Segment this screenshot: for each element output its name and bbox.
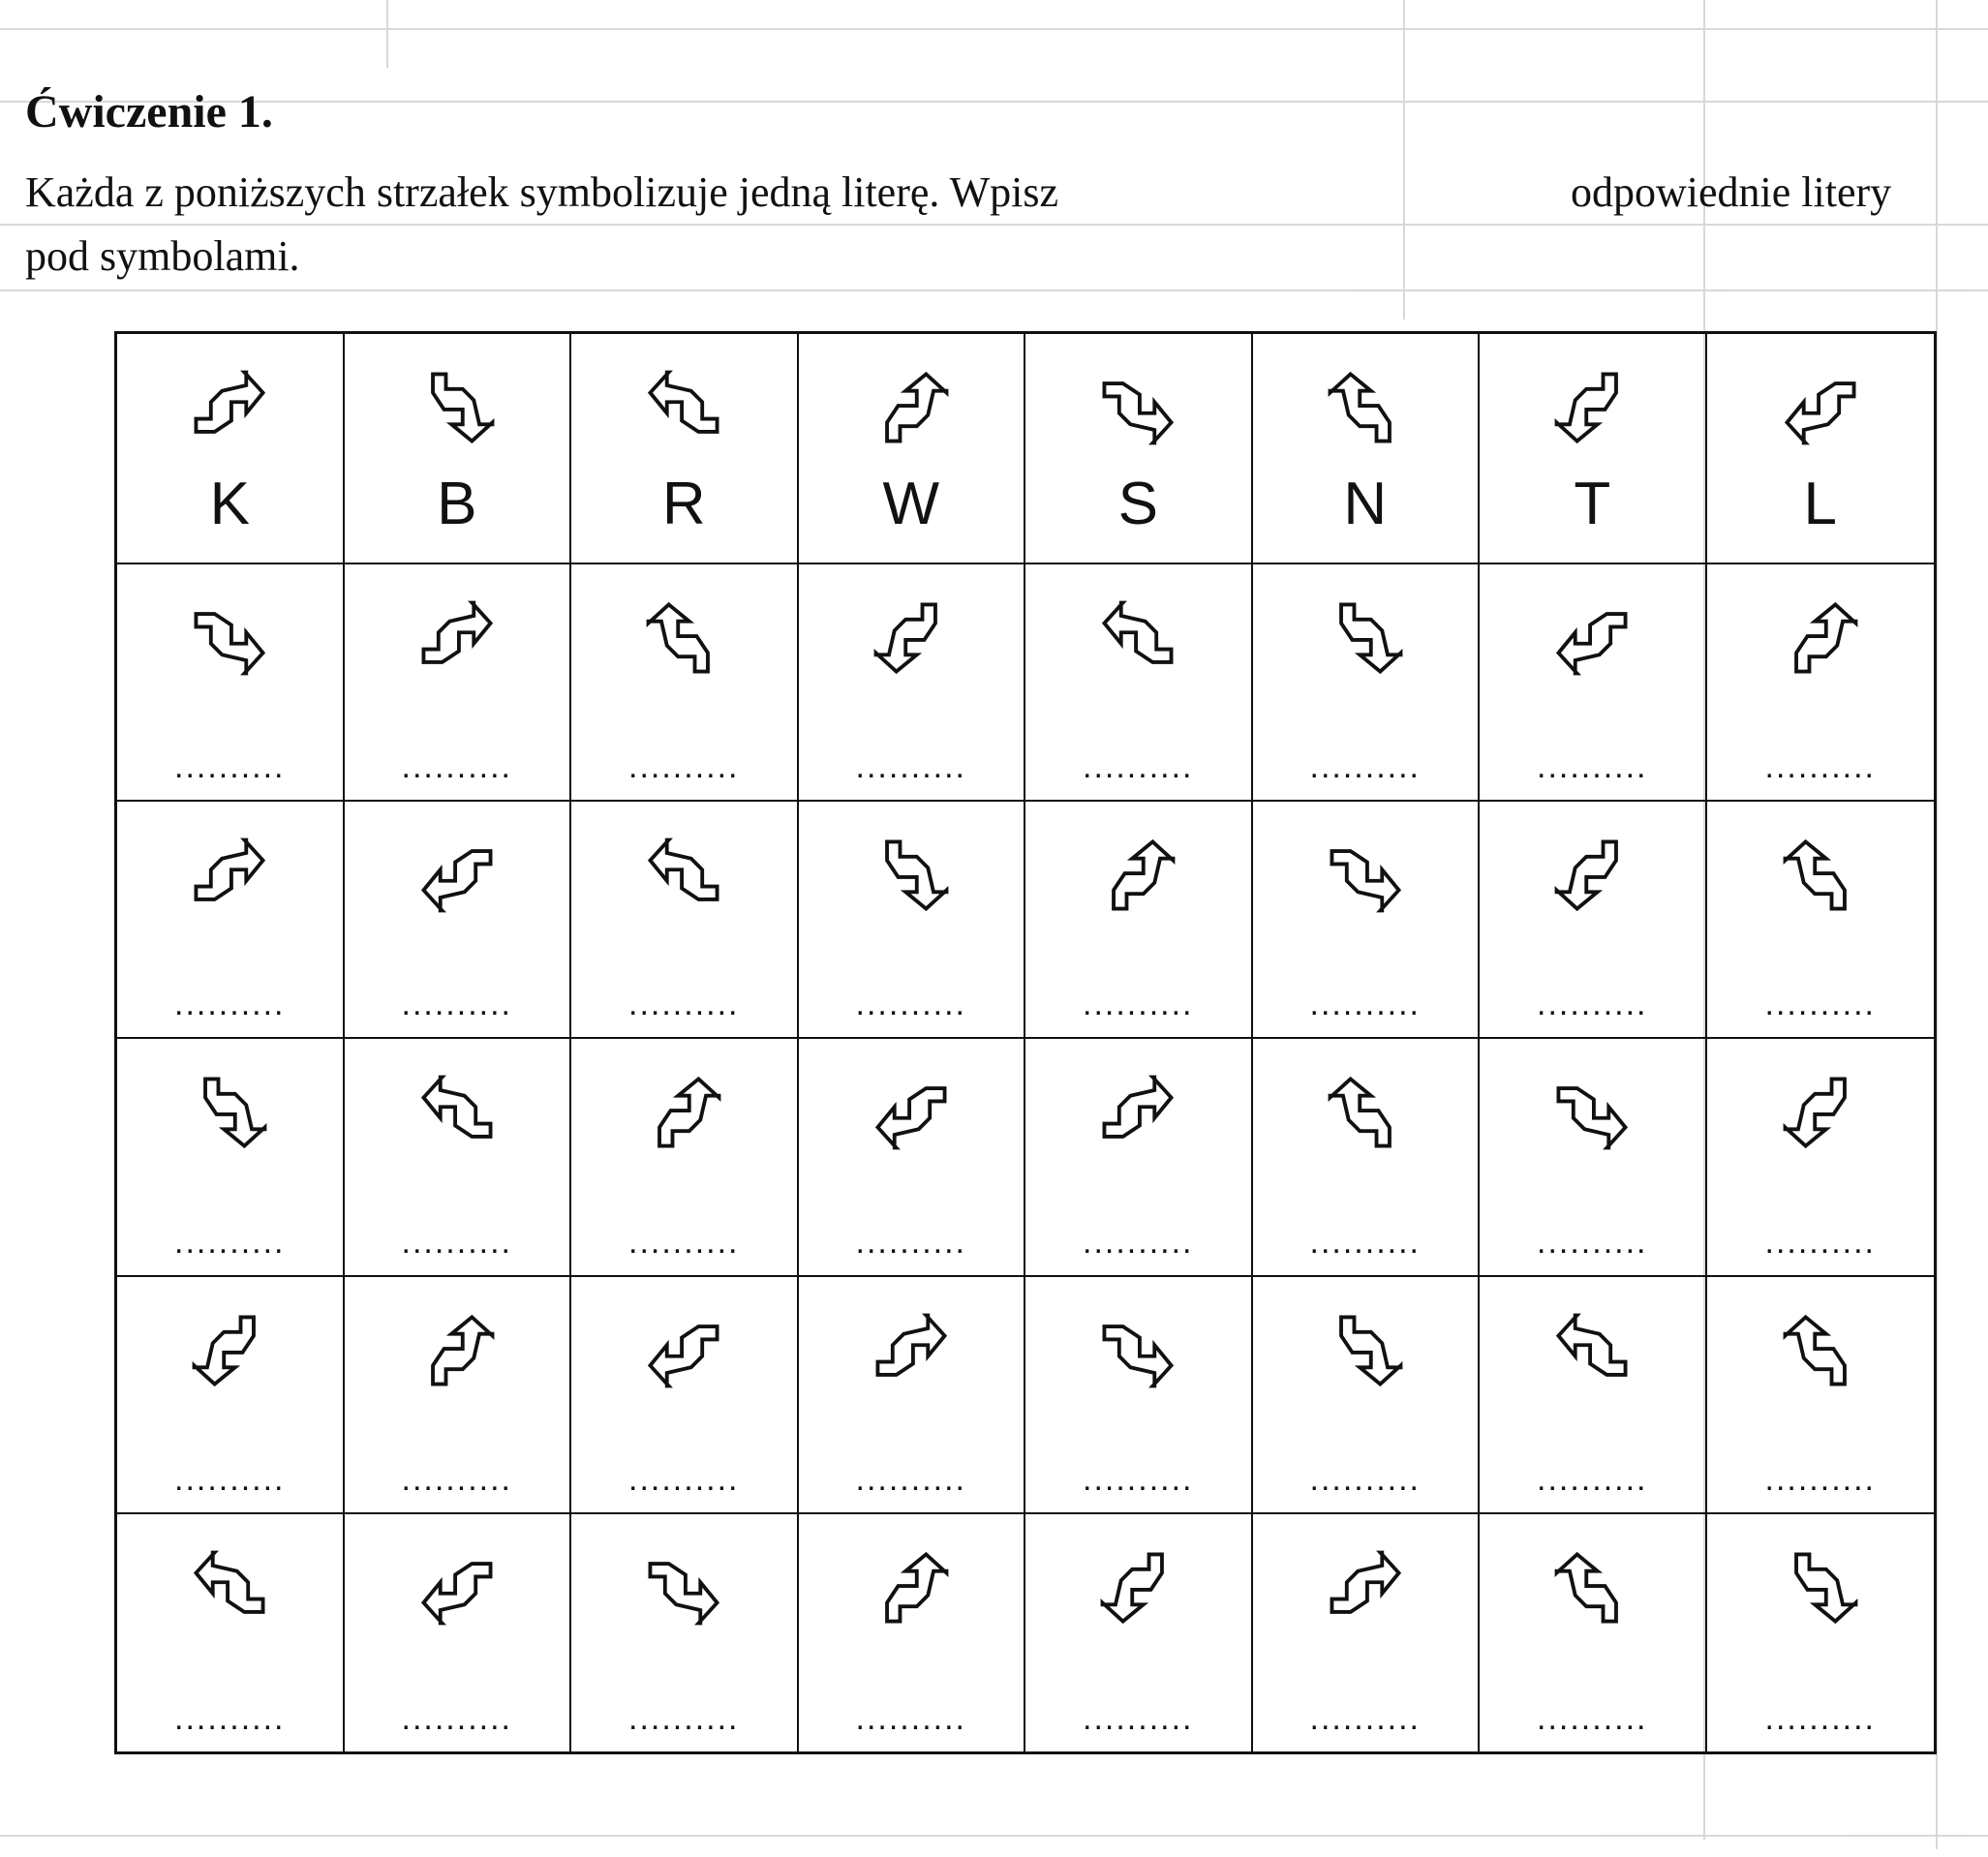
answer-blank[interactable]: .......... — [1309, 986, 1421, 1023]
puzzle-cell — [571, 1514, 799, 1751]
key-cell — [799, 334, 1026, 564]
arrow-n-icon — [1774, 1304, 1867, 1397]
arrow-w-icon — [1091, 829, 1184, 922]
answer-blank[interactable]: .......... — [855, 986, 966, 1023]
puzzle-cell — [1253, 564, 1481, 802]
puzzle-cell — [345, 1277, 572, 1514]
key-cell — [1025, 334, 1253, 564]
answer-blank[interactable]: .......... — [174, 986, 286, 1023]
answer-blank[interactable]: .......... — [628, 986, 740, 1023]
puzzle-cell — [571, 1277, 799, 1514]
answer-blank[interactable]: .......... — [1537, 1460, 1648, 1498]
puzzle-cell — [1025, 1277, 1253, 1514]
puzzle-cell — [1025, 802, 1253, 1039]
answer-blank[interactable]: .......... — [1764, 1223, 1876, 1261]
answer-blank[interactable]: .......... — [1083, 986, 1194, 1023]
arrow-l-icon — [1774, 361, 1867, 454]
puzzle-cell — [117, 802, 345, 1039]
answer-blank[interactable]: .......... — [401, 986, 512, 1023]
puzzle-cell — [1480, 1514, 1707, 1751]
answer-blank[interactable]: .......... — [1764, 986, 1876, 1023]
arrow-k-icon — [183, 829, 276, 922]
answer-blank[interactable]: .......... — [1083, 1699, 1194, 1737]
answer-blank[interactable]: .......... — [174, 748, 286, 786]
arrow-t-icon — [865, 592, 958, 685]
key-cell — [1480, 334, 1707, 564]
arrow-r-icon — [1091, 592, 1184, 685]
arrow-r-icon — [637, 361, 730, 454]
puzzle-cell — [1253, 1514, 1481, 1751]
arrow-l-icon — [1545, 592, 1638, 685]
arrow-w-icon — [1774, 592, 1867, 685]
puzzle-cell — [799, 802, 1026, 1039]
arrow-r-icon — [1545, 1304, 1638, 1397]
puzzle-cell — [345, 564, 572, 802]
instruction-text-part1: Każda z poniższych strzałek symbolizuje jedną literę. Wpisz — [25, 168, 1058, 216]
arrow-b-icon — [1319, 592, 1412, 685]
puzzle-cell — [1707, 1039, 1935, 1276]
puzzle-cell — [571, 564, 799, 802]
answer-blank[interactable]: .......... — [628, 748, 740, 786]
answer-blank[interactable]: .......... — [1309, 1699, 1421, 1737]
arrow-s-icon — [1091, 1304, 1184, 1397]
answer-blank[interactable]: .......... — [1309, 1460, 1421, 1498]
arrow-r-icon — [637, 829, 730, 922]
answer-blank[interactable]: .......... — [401, 1699, 512, 1737]
puzzle-cell — [1253, 802, 1481, 1039]
answer-blank[interactable]: .......... — [1764, 1699, 1876, 1737]
puzzle-cell — [1025, 1039, 1253, 1276]
arrow-l-icon — [411, 1541, 504, 1634]
arrow-w-icon — [637, 1066, 730, 1159]
arrow-n-icon — [637, 592, 730, 685]
arrow-s-icon — [183, 592, 276, 685]
answer-blank[interactable]: .......... — [855, 1699, 966, 1737]
arrow-n-icon — [1319, 361, 1412, 454]
puzzle-cell — [1480, 1277, 1707, 1514]
arrow-t-icon — [1545, 829, 1638, 922]
answer-blank[interactable]: .......... — [401, 1460, 512, 1498]
answer-blank[interactable]: .......... — [1537, 748, 1648, 786]
arrow-l-icon — [637, 1304, 730, 1397]
puzzle-cell — [345, 1039, 572, 1276]
key-letter: T — [1574, 471, 1611, 537]
key-letter: B — [437, 471, 477, 537]
puzzle-cell — [1480, 564, 1707, 802]
instruction-text-line2: pod symbolami. — [25, 232, 300, 280]
arrow-n-icon — [1319, 1066, 1412, 1159]
arrow-t-icon — [1545, 361, 1638, 454]
answer-blank[interactable]: .......... — [855, 748, 966, 786]
arrow-t-icon — [183, 1304, 276, 1397]
arrow-n-icon — [1774, 829, 1867, 922]
arrow-k-icon — [183, 361, 276, 454]
answer-blank[interactable]: .......... — [1537, 1699, 1648, 1737]
key-letter: L — [1803, 471, 1837, 537]
arrow-k-icon — [1319, 1541, 1412, 1634]
puzzle-cell — [345, 1514, 572, 1751]
puzzle-cell — [571, 802, 799, 1039]
answer-blank[interactable]: .......... — [628, 1699, 740, 1737]
puzzle-cell — [1707, 802, 1935, 1039]
key-letter: K — [209, 471, 250, 537]
arrow-b-icon — [865, 829, 958, 922]
arrow-w-icon — [865, 1541, 958, 1634]
answer-blank[interactable]: .......... — [1083, 1460, 1194, 1498]
key-cell — [571, 334, 799, 564]
puzzle-cell — [117, 1514, 345, 1751]
answer-blank[interactable]: .......... — [174, 1699, 286, 1737]
answer-blank[interactable]: .......... — [1764, 1460, 1876, 1498]
arrow-k-icon — [411, 592, 504, 685]
arrow-b-icon — [183, 1066, 276, 1159]
arrow-r-icon — [183, 1541, 276, 1634]
cipher-grid — [114, 331, 1937, 1754]
arrow-k-icon — [1091, 1066, 1184, 1159]
puzzle-cell — [799, 1514, 1026, 1751]
answer-blank[interactable]: .......... — [628, 1460, 740, 1498]
puzzle-cell — [1480, 1039, 1707, 1276]
answer-blank[interactable]: .......... — [1764, 748, 1876, 786]
key-letter: W — [882, 471, 940, 537]
answer-blank[interactable]: .......... — [1083, 748, 1194, 786]
answer-blank[interactable]: .......... — [628, 1223, 740, 1261]
puzzle-cell — [117, 564, 345, 802]
puzzle-cell — [1025, 1514, 1253, 1751]
puzzle-cell — [1707, 1514, 1935, 1751]
key-letter: S — [1117, 471, 1158, 537]
puzzle-cell — [571, 1039, 799, 1276]
answer-blank[interactable]: .......... — [174, 1223, 286, 1261]
arrow-s-icon — [1545, 1066, 1638, 1159]
puzzle-cell — [1025, 564, 1253, 802]
arrow-b-icon — [1319, 1304, 1412, 1397]
puzzle-cell — [1253, 1039, 1481, 1276]
answer-blank[interactable]: .......... — [855, 1460, 966, 1498]
arrow-l-icon — [865, 1066, 958, 1159]
arrow-l-icon — [411, 829, 504, 922]
key-cell — [345, 334, 572, 564]
key-cell — [1253, 334, 1481, 564]
answer-blank[interactable]: .......... — [1537, 1223, 1648, 1261]
answer-blank[interactable]: .......... — [401, 1223, 512, 1261]
arrow-r-icon — [411, 1066, 504, 1159]
answer-blank[interactable]: .......... — [855, 1223, 966, 1261]
instruction-text-part2: odpowiednie litery — [1571, 168, 1892, 216]
key-cell — [1707, 334, 1935, 564]
puzzle-cell — [799, 1277, 1026, 1514]
answer-blank[interactable]: .......... — [1309, 748, 1421, 786]
puzzle-cell — [1253, 1277, 1481, 1514]
arrow-s-icon — [637, 1541, 730, 1634]
answer-blank[interactable]: .......... — [1083, 1223, 1194, 1261]
arrow-t-icon — [1091, 1541, 1184, 1634]
key-letter: N — [1343, 471, 1388, 537]
puzzle-cell — [1707, 1277, 1935, 1514]
answer-blank[interactable]: .......... — [1309, 1223, 1421, 1261]
answer-blank[interactable]: .......... — [401, 748, 512, 786]
arrow-s-icon — [1091, 361, 1184, 454]
arrow-s-icon — [1319, 829, 1412, 922]
key-letter: R — [661, 471, 706, 537]
puzzle-cell — [117, 1277, 345, 1514]
key-cell — [117, 334, 345, 564]
puzzle-cell — [1707, 564, 1935, 802]
arrow-w-icon — [865, 361, 958, 454]
answer-blank[interactable]: .......... — [174, 1460, 286, 1498]
arrow-k-icon — [865, 1304, 958, 1397]
arrow-t-icon — [1774, 1066, 1867, 1159]
puzzle-cell — [345, 802, 572, 1039]
arrow-n-icon — [1545, 1541, 1638, 1634]
exercise-title: Ćwiczenie 1. — [25, 86, 273, 137]
puzzle-cell — [799, 564, 1026, 802]
puzzle-cell — [799, 1039, 1026, 1276]
arrow-b-icon — [1774, 1541, 1867, 1634]
arrow-b-icon — [411, 361, 504, 454]
arrow-w-icon — [411, 1304, 504, 1397]
answer-blank[interactable]: .......... — [1537, 986, 1648, 1023]
puzzle-cell — [117, 1039, 345, 1276]
puzzle-cell — [1480, 802, 1707, 1039]
